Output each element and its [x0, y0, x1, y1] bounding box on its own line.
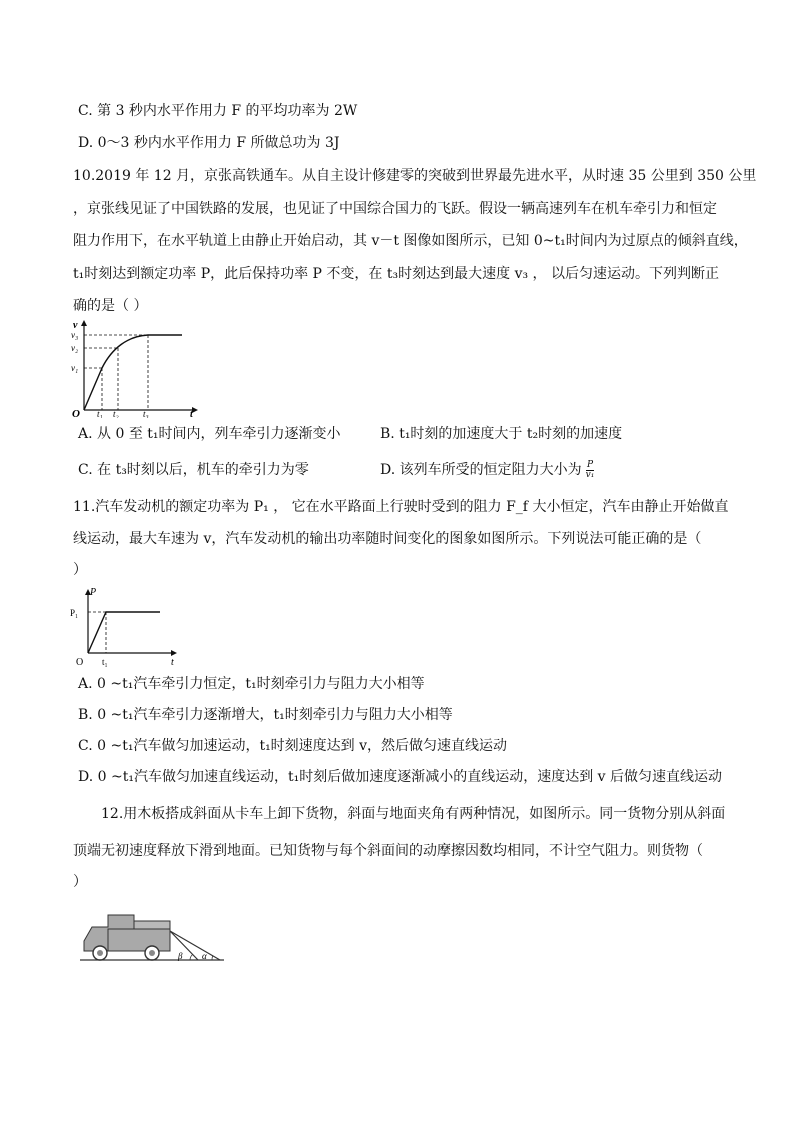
q12-stem-line3: ） — [73, 874, 87, 890]
q10-option-b: B. t₁时刻的加速度大于 t₂时刻的加速度 — [380, 426, 623, 442]
q11-pt-graph — [68, 585, 183, 670]
t1-label: t₁ — [97, 409, 103, 418]
q11-stem-line3: ） — [73, 562, 87, 578]
q12-truck-ramp-figure — [78, 905, 228, 967]
q12-stem-line2: 顶端无初速度释放下滑到地面。已知货物与每个斜面间的动摩擦因数均相同，不计空气阻力。则货物（ — [73, 843, 703, 859]
q9-option-c: C. 第 3 秒内水平作用力 F 的平均功率为 2W — [78, 103, 358, 119]
q10-option-d-text: D. 该列车所受的恒定阻力大小为 — [380, 462, 582, 478]
t1-label: t₁ — [102, 657, 108, 667]
q9-option-d: D. 0～3 秒内水平作用力 F 所做总功为 3J — [78, 135, 340, 151]
q11-option-b: B. 0 ~t₁汽车牵引力逐渐增大，t₁时刻牵引力与阻力大小相等 — [78, 707, 453, 723]
q10-stem-line3: 阻力作用下，在水平轨道上由静止开始启动，其 v－t 图像如图所示，已知 0~t₁时间内为过原点的倾斜直线， — [73, 233, 748, 249]
alpha-angle-label: α — [202, 951, 207, 961]
y-axis-label: v — [73, 320, 78, 331]
q10-stem-line1: 10.2019 年 12 月，京张高铁通车。从自主设计修建零的突破到世界最先进水平，从时速 35 公里到 350 公里 — [73, 168, 757, 184]
q11-option-c: C. 0 ~t₁汽车做匀加速运动，t₁时刻速度达到 v，然后做匀速直线运动 — [78, 738, 508, 754]
p-over-v1-fraction: $\frac{P}{\text{v₁}}$ — [585, 459, 595, 480]
v1-label: v₁ — [71, 363, 79, 373]
x-axis-arrow-icon — [171, 650, 177, 656]
origin-label: O — [72, 408, 80, 418]
origin-label: O — [76, 657, 84, 668]
x-axis-label: t — [190, 409, 193, 418]
q10-option-d — [380, 460, 594, 480]
truck-bed — [108, 929, 170, 951]
p1-label: P₁ — [70, 608, 79, 618]
q12-stem-line1: 12.用木板搭成斜面从卡车上卸下货物，斜面与地面夹角有两种情况，如图所示。同一货物分别从斜面 — [101, 806, 726, 822]
q11-stem-line2: 线运动，最大车速为 v，汽车发动机的输出功率随时间变化的图象如图所示。下列说法可能正确的是（ — [73, 531, 702, 547]
q10-vt-graph — [70, 318, 200, 418]
q10-option-c: C. 在 t₃时刻以后，机车的牵引力为零 — [78, 462, 309, 478]
t3-label: t₃ — [143, 409, 149, 418]
q11-stem-line1: 11.汽车发动机的额定功率为 P₁ ， 它在水平路面上行驶时受到的阻力 F_f 大小恒定，汽车由静止开始做直 — [73, 499, 729, 515]
vt-curve — [84, 335, 182, 410]
x-axis-label: t — [171, 657, 174, 668]
q10-option-a: A. 从 0 至 t₁时间内，列车牵引力逐渐变小 — [78, 426, 341, 442]
y-axis-label: P — [90, 587, 97, 598]
q10-stem-line5: 确的是（ ） — [73, 298, 148, 314]
t2-label: t₂ — [113, 409, 119, 418]
y-axis-arrow-icon — [81, 320, 87, 326]
q10-stem-line4: t₁时刻达到额定功率 P，此后保持功率 P 不变，在 t₃时刻达到最大速度 v₃ ， 以后匀速运动。下列判断正 — [73, 266, 719, 282]
v2-label: v₂ — [71, 343, 79, 353]
beta-angle-label: β — [178, 951, 183, 961]
steep-ramp — [170, 931, 198, 960]
q10-stem-line2: ，京张线见证了中国铁路的发展，也见证了中国综合国力的飞跃。假设一辆高速列车在机车牵引力和恒定 — [73, 201, 717, 217]
q11-option-a: A. 0 ~t₁汽车牵引力恒定，t₁时刻牵引力与阻力大小相等 — [78, 676, 425, 692]
v3-label: v₃ — [71, 330, 79, 340]
pt-curve — [88, 612, 160, 653]
x-axis-arrow-icon — [192, 407, 198, 413]
q11-option-d: D. 0 ~t₁汽车做匀加速直线运动，t₁时刻后做加速度逐渐减小的直线运动，速度达到 v 后做匀速直线运动 — [78, 769, 722, 785]
